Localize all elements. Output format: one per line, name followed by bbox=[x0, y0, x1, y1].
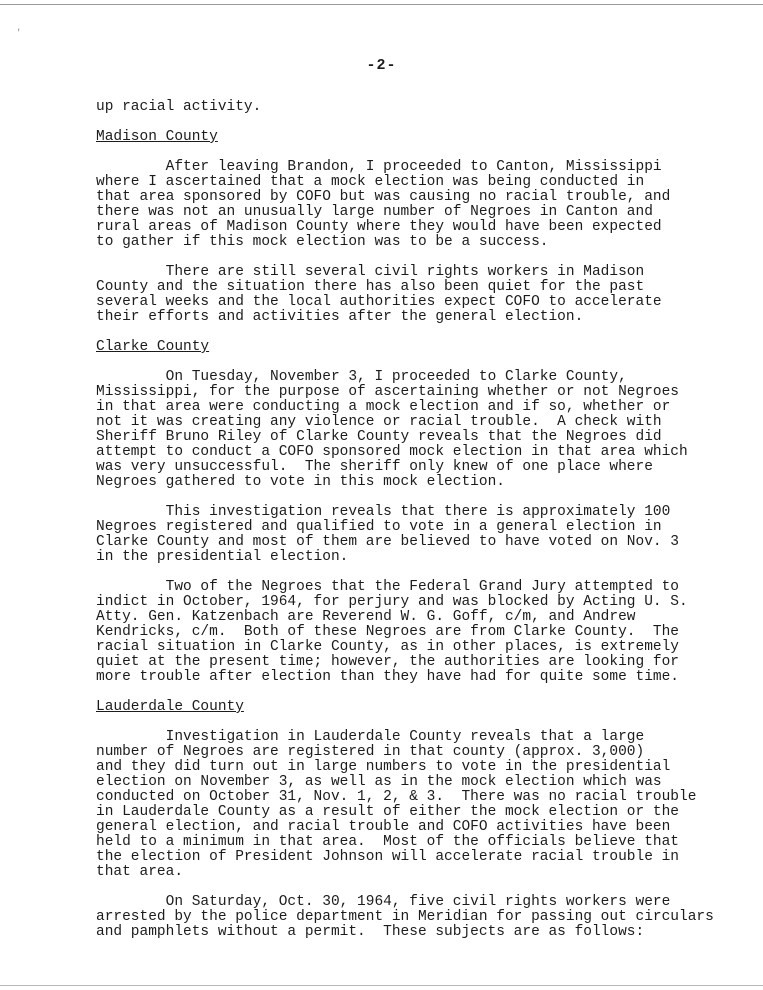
text-line: there was not an unusually large number of Negroes in Canton and bbox=[96, 204, 653, 220]
page-number: -2- bbox=[366, 57, 397, 74]
paragraph bbox=[96, 100, 746, 115]
text-line: quiet at the present time; however, the authorities are looking for bbox=[96, 654, 679, 670]
paragraph bbox=[96, 580, 746, 685]
text-line: that area sponsored by COFO but was causing no racial trouble, and bbox=[96, 189, 671, 205]
text-line: Investigation in Lauderdale County reveals that a large bbox=[96, 729, 645, 745]
text-line: held to a minimum in that area. Most of the officials believe that bbox=[96, 834, 679, 850]
text-line: attempt to conduct a COFO sponsored mock election in that area which bbox=[96, 444, 688, 460]
text-line: election on November 3, as well as in the mock election which was bbox=[96, 774, 662, 790]
text-line: rural areas of Madison County where they would have been expected bbox=[96, 219, 662, 235]
paragraph-gap bbox=[96, 145, 746, 160]
text-line: in the presidential election. bbox=[96, 549, 349, 565]
text-line: in Lauderdale County as a result of either the mock election or the bbox=[96, 804, 679, 820]
bottom-edge-line bbox=[0, 985, 763, 986]
text-line: arrested by the police department in Meridian for passing out circulars bbox=[96, 909, 714, 925]
text-line: not it was creating any violence or racial trouble. A check with bbox=[96, 414, 662, 430]
section-heading: Lauderdale County bbox=[96, 699, 244, 715]
text-line: Atty. Gen. Katzenbach are Reverend W. G. Goff, c/m, and Andrew bbox=[96, 609, 636, 625]
text-line: Mississippi, for the purpose of ascertaining whether or not Negroes bbox=[96, 384, 679, 400]
text-line: County and the situation there has also been quiet for the past bbox=[96, 279, 645, 295]
paragraph bbox=[96, 730, 746, 880]
paragraph-gap bbox=[96, 325, 746, 340]
text-line: their efforts and activities after the general election. bbox=[96, 309, 584, 325]
text-line: Negroes registered and qualified to vote in a general election in bbox=[96, 519, 662, 535]
margin-mark: ' bbox=[16, 28, 22, 38]
text-line: Clarke County and most of them are believed to have voted on Nov. 3 bbox=[96, 534, 679, 550]
text-line: more trouble after election than they have had for quite some time. bbox=[96, 669, 679, 685]
paragraph-gap bbox=[96, 250, 746, 265]
text-line: There are still several civil rights workers in Madison bbox=[96, 264, 645, 280]
top-edge-line bbox=[0, 4, 763, 5]
paragraph-gap bbox=[96, 880, 746, 895]
text-line: Kendricks, c/m. Both of these Negroes are from Clarke County. The bbox=[96, 624, 679, 640]
text-line: to gather if this mock election was to be a success. bbox=[96, 234, 549, 250]
paragraph bbox=[96, 895, 746, 940]
paragraph bbox=[96, 265, 746, 325]
text-line: general election, and racial trouble and COFO activities have been bbox=[96, 819, 671, 835]
text-line: indict in October, 1964, for perjury and was blocked by Acting U. S. bbox=[96, 594, 688, 610]
text-line: up racial activity. bbox=[96, 99, 262, 115]
paragraph-gap bbox=[96, 715, 746, 730]
text-line: Sheriff Bruno Riley of Clarke County reveals that the Negroes did bbox=[96, 429, 662, 445]
section-heading: Madison County bbox=[96, 129, 218, 145]
text-line: On Saturday, Oct. 30, 1964, five civil rights workers were bbox=[96, 894, 671, 910]
text-line: number of Negroes are registered in that county (approx. 3,000) bbox=[96, 744, 645, 760]
text-line: conducted on October 31, Nov. 1, 2, & 3. There was no racial trouble bbox=[96, 789, 697, 805]
text-line: This investigation reveals that there is approximately 100 bbox=[96, 504, 671, 520]
text-line: several weeks and the local authorities expect COFO to accelerate bbox=[96, 294, 662, 310]
text-line: Negroes gathered to vote in this mock election. bbox=[96, 474, 505, 490]
text-line: where I ascertained that a mock election was being conducted in bbox=[96, 174, 645, 190]
text-line: After leaving Brandon, I proceeded to Canton, Mississippi bbox=[96, 159, 662, 175]
text-line: that area. bbox=[96, 864, 184, 880]
paragraph bbox=[96, 370, 746, 490]
text-line: the election of President Johnson will accelerate racial trouble in bbox=[96, 849, 679, 865]
paragraph-gap bbox=[96, 355, 746, 370]
paragraph bbox=[96, 160, 746, 250]
section-heading: Clarke County bbox=[96, 339, 210, 355]
text-line: Two of the Negroes that the Federal Grand Jury attempted to bbox=[96, 579, 679, 595]
text-line: in that area were conducting a mock election and if so, whether or bbox=[96, 399, 671, 415]
text-line: racial situation in Clarke County, as in other places, is extremely bbox=[96, 639, 679, 655]
paragraph-gap bbox=[96, 685, 746, 700]
document-body bbox=[96, 100, 746, 940]
paragraph-gap bbox=[96, 115, 746, 130]
paragraph bbox=[96, 505, 746, 565]
text-line: and they did turn out in large numbers to vote in the presidential bbox=[96, 759, 671, 775]
text-line: was very unsuccessful. The sheriff only knew of one place where bbox=[96, 459, 653, 475]
paragraph-gap bbox=[96, 565, 746, 580]
text-line: On Tuesday, November 3, I proceeded to Clarke County, bbox=[96, 369, 627, 385]
paragraph-gap bbox=[96, 490, 746, 505]
text-line: and pamphlets without a permit. These subjects are as follows: bbox=[96, 924, 645, 940]
